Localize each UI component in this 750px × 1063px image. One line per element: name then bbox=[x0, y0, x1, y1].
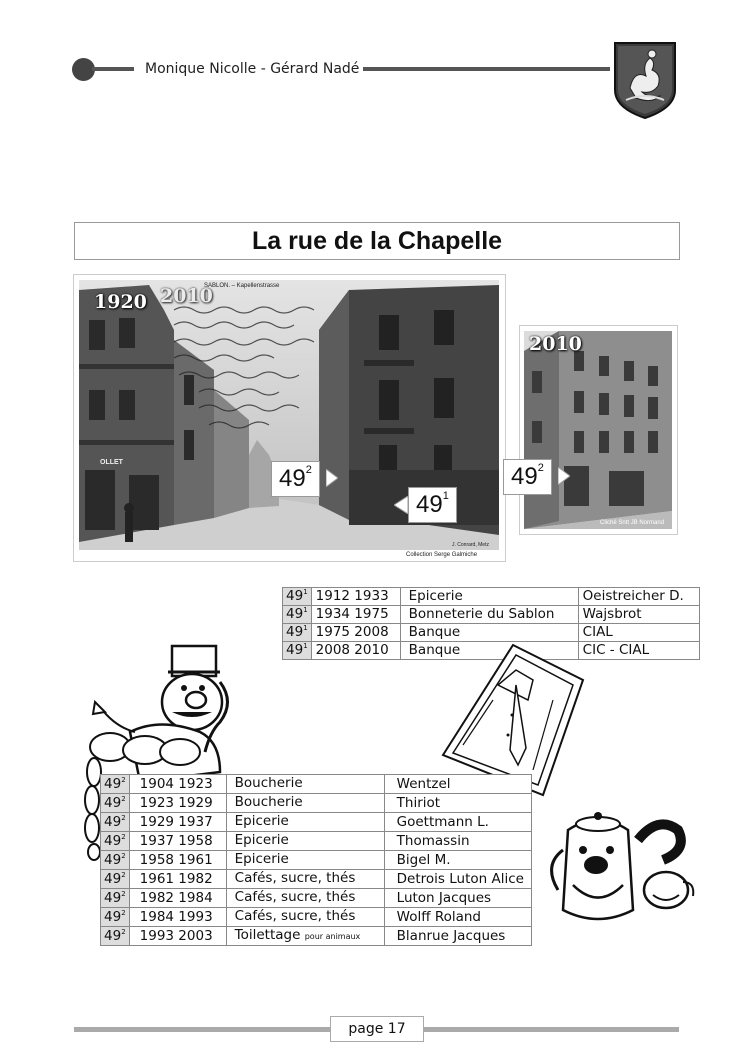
footer-rule-right bbox=[423, 1027, 679, 1032]
activity-text: Epicerie bbox=[234, 851, 289, 867]
historic-photo-frame bbox=[73, 274, 506, 562]
address-number-cell bbox=[101, 908, 130, 927]
address-suffix: 1 bbox=[303, 642, 308, 650]
year-label-1920: 1920 bbox=[94, 291, 147, 313]
coffee-pot-cartoon-illustration bbox=[538, 810, 703, 930]
owner-cell: Thiriot bbox=[384, 794, 531, 813]
header-authors: Monique Nicolle - Gérard Nadé bbox=[145, 61, 360, 77]
address-number: 49 bbox=[104, 870, 122, 887]
address-number-cell bbox=[283, 588, 312, 606]
year-label-2010: 2010 bbox=[529, 333, 582, 355]
activity-cell bbox=[226, 775, 384, 794]
owner-cell: Thomassin bbox=[384, 832, 531, 851]
address-number: 49 bbox=[104, 851, 122, 868]
activity-text: Toilettage bbox=[234, 927, 301, 943]
page-title: La rue de la Chapelle bbox=[74, 222, 680, 260]
owner-cell: Wajsbrot bbox=[578, 606, 699, 624]
address-number: 49 bbox=[286, 642, 304, 658]
table-row bbox=[101, 775, 532, 794]
address-number-cell bbox=[101, 775, 130, 794]
address-number-cell bbox=[101, 851, 130, 870]
arrow-right-icon bbox=[326, 469, 338, 487]
address-suffix: 2 bbox=[121, 889, 126, 898]
address-number-cell bbox=[101, 832, 130, 851]
owner-cell: Luton Jacques bbox=[384, 889, 531, 908]
address-number-cell bbox=[101, 927, 130, 946]
activity-cell: Banque bbox=[400, 642, 578, 660]
years-cell: 1937 1958 bbox=[129, 832, 226, 851]
activity-text: Epicerie bbox=[234, 813, 289, 829]
years-cell: 1912 1933 bbox=[311, 588, 400, 606]
activity-cell bbox=[226, 927, 384, 946]
years-cell: 1929 1937 bbox=[129, 813, 226, 832]
activity-cell: Banque bbox=[400, 624, 578, 642]
table-row bbox=[101, 908, 532, 927]
activity-cell: Epicerie bbox=[400, 588, 578, 606]
address-number-cell bbox=[283, 642, 312, 660]
address-number-cell bbox=[101, 889, 130, 908]
table-row bbox=[101, 832, 532, 851]
activity-cell bbox=[226, 794, 384, 813]
table-row bbox=[101, 927, 532, 946]
years-cell: 1904 1923 bbox=[129, 775, 226, 794]
years-cell: 1993 2003 bbox=[129, 927, 226, 946]
address-suffix: 2 bbox=[121, 908, 126, 917]
activity-cell bbox=[226, 908, 384, 927]
footer-rule-left bbox=[74, 1027, 330, 1032]
activity-cell bbox=[226, 832, 384, 851]
address-number: 49 bbox=[104, 889, 122, 906]
modern-street-photo bbox=[524, 331, 672, 529]
address-number: 49 bbox=[104, 794, 122, 811]
years-cell: 1982 1984 bbox=[129, 889, 226, 908]
address-number: 49 bbox=[286, 624, 304, 640]
years-cell: 1958 1961 bbox=[129, 851, 226, 870]
address-number: 49 bbox=[286, 606, 304, 622]
address-number: 49 bbox=[286, 588, 304, 604]
activity-cell: Bonneterie du Sablon bbox=[400, 606, 578, 624]
years-cell: 1961 1982 bbox=[129, 870, 226, 889]
table-row bbox=[101, 794, 532, 813]
address-suffix: 1 bbox=[303, 606, 308, 614]
address-number-cell bbox=[101, 870, 130, 889]
address-suffix: 1 bbox=[303, 588, 308, 596]
table-row bbox=[283, 588, 700, 606]
address-suffix: 1 bbox=[303, 624, 308, 632]
activity-note: pour animaux bbox=[304, 932, 361, 941]
activity-text: Epicerie bbox=[234, 832, 289, 848]
owner-cell: Wentzel bbox=[384, 775, 531, 794]
shop-sign: OLLET bbox=[100, 459, 123, 466]
activity-cell bbox=[226, 889, 384, 908]
address-number: 49 bbox=[104, 813, 122, 830]
address-suffix: 2 bbox=[121, 794, 126, 803]
activity-text: Boucherie bbox=[234, 775, 303, 791]
address-number-cell bbox=[101, 813, 130, 832]
activity-text: Cafés, sucre, thés bbox=[234, 870, 356, 886]
owner-cell: CIAL bbox=[578, 624, 699, 642]
address-tag-49-2-modern: $49^2$ bbox=[503, 459, 552, 495]
address-suffix: 2 bbox=[121, 870, 126, 879]
photo-collection-credit: Collection Serge Galmiche bbox=[406, 552, 478, 558]
years-cell: 1975 2008 bbox=[311, 624, 400, 642]
address-suffix: 2 bbox=[121, 813, 126, 822]
activity-cell bbox=[226, 851, 384, 870]
years-cell: 2008 2010 bbox=[311, 642, 400, 660]
table-row bbox=[101, 889, 532, 908]
years-cell: 1934 1975 bbox=[311, 606, 400, 624]
years-cell: 1984 1993 bbox=[129, 908, 226, 927]
table-row bbox=[283, 624, 700, 642]
modern-photo-frame bbox=[511, 325, 678, 535]
address-number-cell bbox=[101, 794, 130, 813]
address-number-cell bbox=[283, 606, 312, 624]
years-cell: 1923 1929 bbox=[129, 794, 226, 813]
header-rule-right bbox=[363, 67, 610, 71]
address-suffix: 2 bbox=[121, 927, 126, 936]
activity-cell bbox=[226, 870, 384, 889]
header-rule-left bbox=[92, 67, 134, 71]
postcard-stamp: J. Conrard, Metz bbox=[452, 542, 489, 548]
photo-credit: Cliché Sntt JB Normand bbox=[600, 520, 665, 526]
table-row bbox=[101, 870, 532, 889]
owner-cell: Bigel M. bbox=[384, 851, 531, 870]
table-row bbox=[101, 851, 532, 870]
postcard-caption: SABLON. – Kapellenstrasse bbox=[204, 283, 280, 289]
owner-cell: Oeistreicher D. bbox=[578, 588, 699, 606]
address-number: 49 bbox=[104, 775, 122, 792]
owner-cell: Goettmann L. bbox=[384, 813, 531, 832]
address-suffix: 2 bbox=[121, 851, 126, 860]
owner-cell: Blanrue Jacques bbox=[384, 927, 531, 946]
owner-cell: Wolff Roland bbox=[384, 908, 531, 927]
address-number: 49 bbox=[104, 927, 122, 944]
activity-text: Cafés, sucre, thés bbox=[234, 908, 356, 924]
address-suffix: 2 bbox=[121, 775, 126, 784]
coat-of-arms-icon bbox=[612, 40, 678, 120]
owner-cell: CIC - CIAL bbox=[578, 642, 699, 660]
page-number: page 17 bbox=[330, 1016, 424, 1042]
arrow-right-icon bbox=[558, 467, 570, 485]
activity-text: Cafés, sucre, thés bbox=[234, 889, 356, 905]
address-tag-49-2: $49^2$ bbox=[271, 461, 320, 497]
table-row bbox=[283, 606, 700, 624]
table-49-2 bbox=[100, 774, 532, 946]
activity-text: Boucherie bbox=[234, 794, 303, 810]
arrow-left-icon bbox=[394, 496, 408, 514]
address-tag-49-1: $49^1$ bbox=[408, 487, 457, 523]
owner-cell: Detrois Luton Alice bbox=[384, 870, 531, 889]
address-number-cell bbox=[283, 624, 312, 642]
activity-cell bbox=[226, 813, 384, 832]
year-label-2010-faded: 2010 bbox=[160, 285, 213, 307]
address-number: 49 bbox=[104, 908, 122, 925]
address-number: 49 bbox=[104, 832, 122, 849]
address-suffix: 2 bbox=[121, 832, 126, 841]
table-row bbox=[101, 813, 532, 832]
